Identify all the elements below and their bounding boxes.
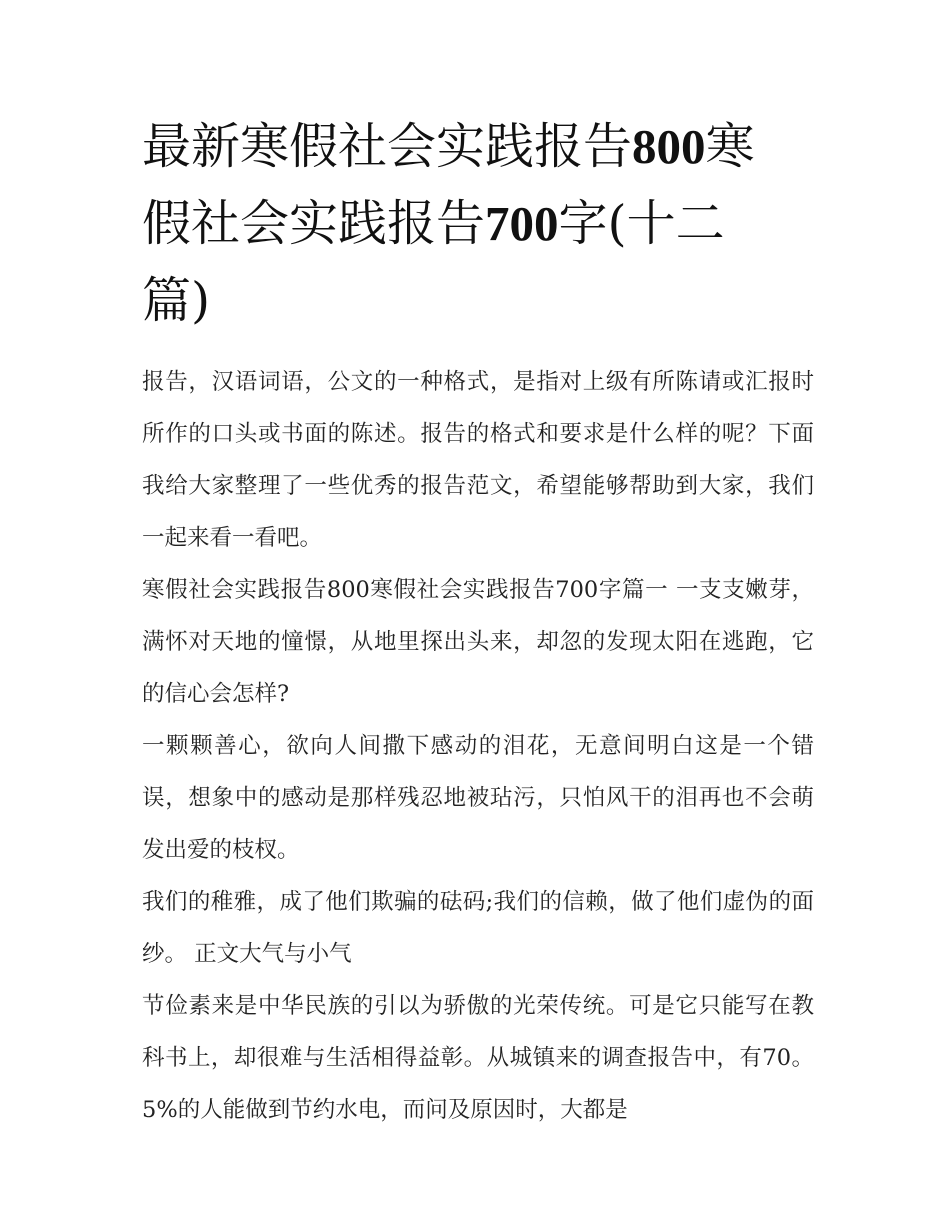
title-text-1: 最新寒假社会实践报告: [142, 118, 633, 175]
title-text-2: 寒: [705, 118, 755, 175]
paragraph-sprouts: 寒假社会实践报告800寒假社会实践报告700字篇一 一支支嫩芽，满怀对天地的憧憬，从地里探出头来，却忽的发现太阳在逃跑，它的信心会怎样?: [142, 577, 814, 707]
paragraph-trust: 我们的稚雅，成了他们欺骗的砝码;我们的信赖，做了他们虚伪的面纱。 正文大气与小气: [142, 889, 814, 967]
title-text-5: 篇): [142, 272, 211, 329]
document-title: [142, 108, 822, 339]
document-body: [142, 356, 814, 1136]
title-text-3: 假社会实践报告: [142, 195, 486, 252]
title-text-4: 字(十二: [558, 195, 725, 252]
title-number-2: 700: [485, 196, 559, 251]
paragraph-frugality: 节俭素来是中华民族的引以为骄傲的光荣传统。可是它只能写在教科书上，却很难与生活相得益彰。从城镇来的调查报告中，有70。5%的人能做到节约水电，而问及原因时，大都是: [142, 993, 814, 1123]
title-number-1: 800: [632, 119, 706, 174]
paragraph-intro: 报告，汉语词语，公文的一种格式，是指对上级有所陈请或汇报时所作的口头或书面的陈述。报告的格式和要求是什么样的呢？下面我给大家整理了一些优秀的报告范文，希望能够帮助到大家，我们一起来看一看吧。: [142, 369, 814, 551]
paragraph-kindness: 一颗颗善心，欲向人间撒下感动的泪花，无意间明白这是一个错误，想象中的感动是那样残忍地被玷污，只怕风干的泪再也不会萌发出爱的枝杈。: [142, 733, 814, 863]
